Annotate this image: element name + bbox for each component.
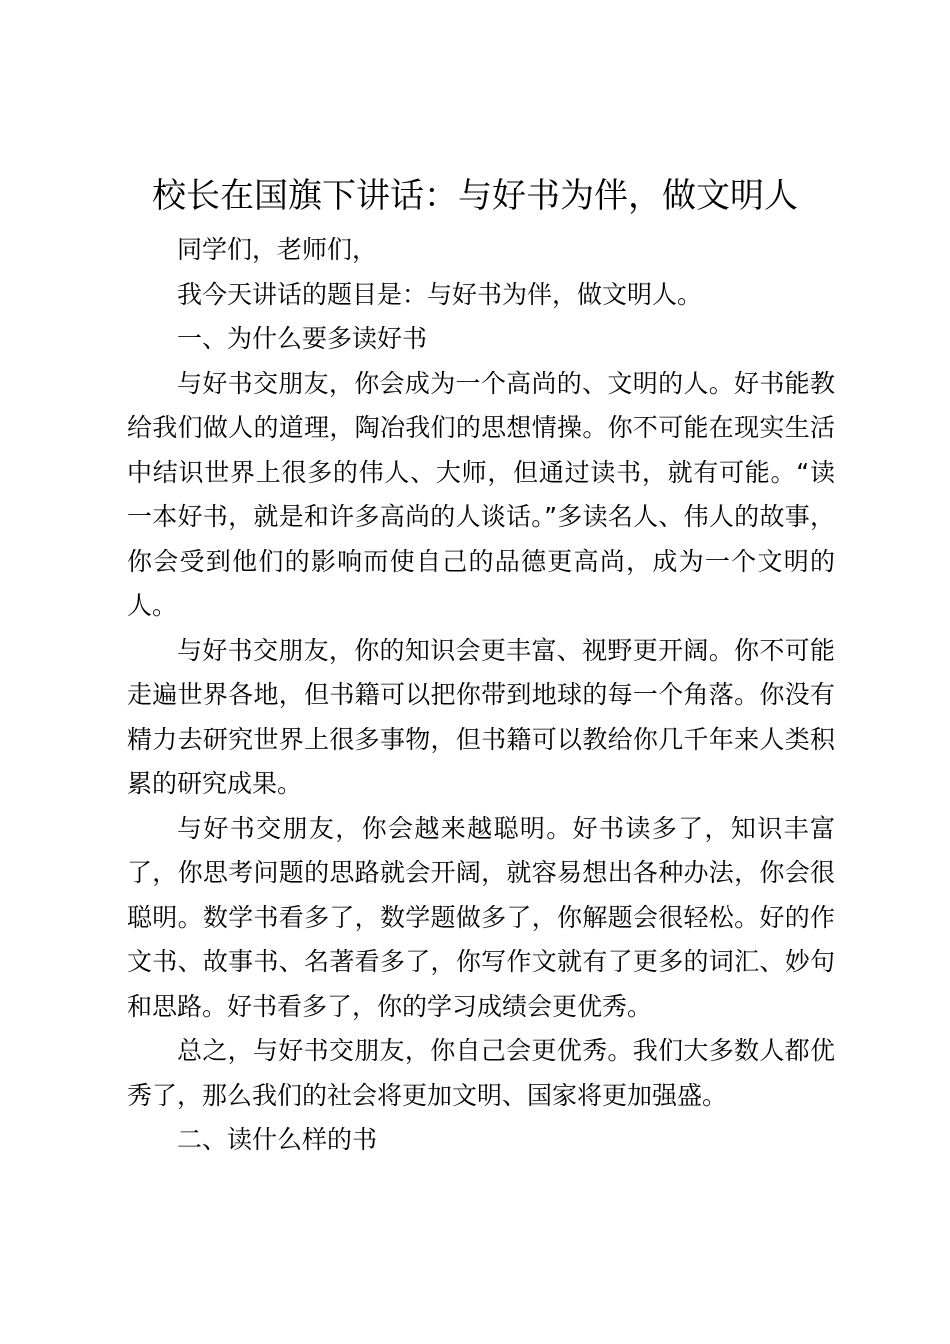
paragraph: 与好书交朋友，你会越来越聪明。好书读多了，知识丰富了，你思考问题的思路就会开阔，就容易想出各种办法，你会很聪明。数学书看多了，数学题做多了，你解题会很轻松。好的作文书、故事书、名著看多了，你写作文就有了更多的词汇、妙句和思路。好书看多了，你的学习成绩会更优秀。 [127,813,835,1021]
document-body [127,228,835,1163]
paragraph: 与好书交朋友，你的知识会更丰富、视野更开阔。你不可能走遍世界各地，但书籍可以把你带到地球的每一个角落。你没有精力去研究世界上很多事物，但书籍可以教给你几千年来人类积累的研究成果。 [127,635,835,798]
document-title: 校长在国旗下讲话：与好书为伴，做文明人 [152,176,798,216]
paragraph: 总之，与好书交朋友，你自己会更优秀。我们大多数人都优秀了，那么我们的社会将更加文明、国家将更加强盛。 [127,1036,835,1110]
topic-statement: 我今天讲话的题目是：与好书为伴，做文明人。 [177,279,703,309]
section-heading-1: 一、为什么要多读好书 [177,324,428,353]
section-heading-2: 二、读什么样的书 [177,1125,378,1154]
greeting: 同学们，老师们， [177,235,378,264]
paragraph: 与好书交朋友，你会成为一个高尚的、文明的人。好书能教给我们做人的道理，陶冶我们的思想情操。你不可能在现实生活中结识世界上很多的伟人、大师，但通过读书，就有可能。“读一本好书，就是和许多高尚的人谈话。”多读名人、伟人的故事，你会受到他们的影响而使自己的品德更高尚，成为一个文明的人。 [127,368,835,620]
